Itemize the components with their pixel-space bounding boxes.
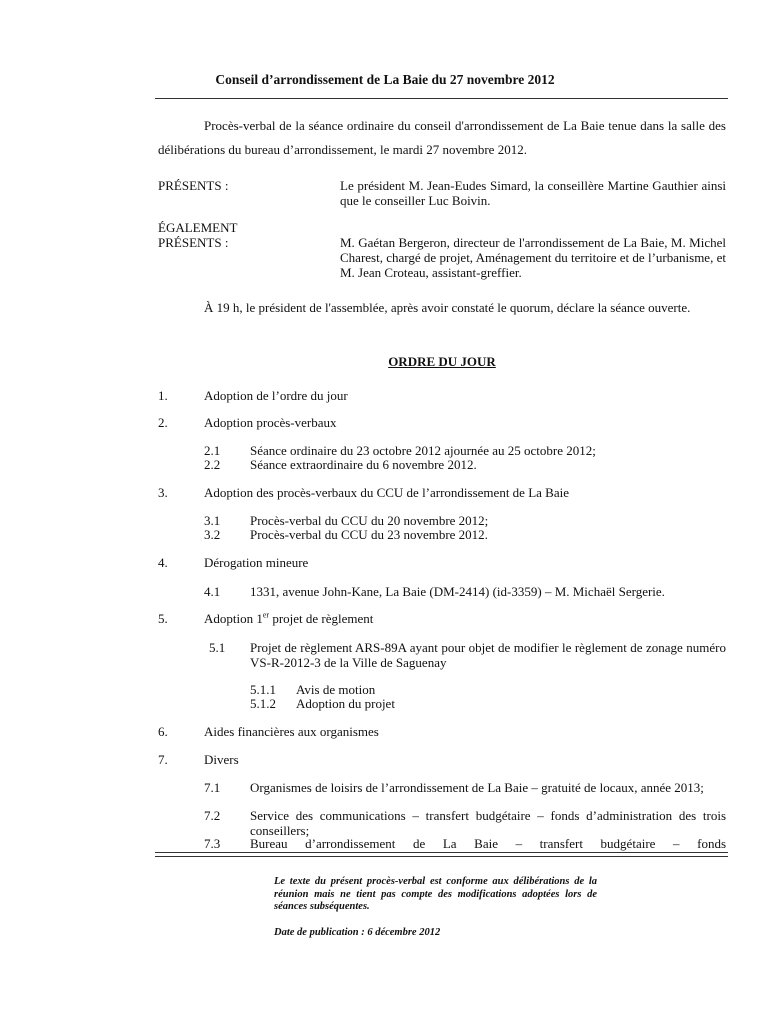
agenda-subitem-number: 7.3 [204, 836, 221, 851]
agenda-subsubitem-number: 5.1.1 [250, 682, 276, 697]
agenda-subitem-text: Procès-verbal du CCU du 20 novembre 2012; [250, 513, 489, 528]
agenda-item-text [204, 611, 373, 626]
presents-label: PRÉSENTS : [158, 178, 229, 193]
publication-date: Date de publication : 6 décembre 2012 [274, 927, 441, 938]
also-present-label-line2: PRÉSENTS : [158, 235, 229, 250]
agenda-item-text: Aides financières aux organismes [204, 724, 379, 739]
agenda-subitem-number: 4.1 [204, 584, 221, 599]
presents-value: Le président M. Jean-Eudes Simard, la conseillère Martine Gauthier ainsi que le conseiller Luc Boivin. [340, 178, 726, 208]
footer-divider [155, 852, 728, 853]
agenda-subsubitem-text: Adoption du projet [296, 696, 395, 711]
agenda-subitem-number: 2.1 [204, 443, 221, 458]
agenda-subitem-text: Bureau d’arrondissement de La Baie – transfert budgétaire – fonds [250, 836, 726, 851]
agenda-subitem-text: Service des communications – transfert budgétaire – fonds d’administration des trois conseillers; [250, 808, 726, 838]
agenda-subsubitem-number: 5.1.2 [250, 696, 276, 711]
agenda-subitem-number: 7.2 [204, 808, 221, 823]
agenda-subitem-text: Séance extraordinaire du 6 novembre 2012. [250, 457, 477, 472]
agenda-subitem-text: Séance ordinaire du 23 octobre 2012 ajournée au 25 octobre 2012; [250, 443, 596, 458]
footer-divider [155, 856, 728, 857]
agenda-subitem-number: 2.2 [204, 457, 221, 472]
agenda-item-text: Dérogation mineure [204, 555, 309, 570]
ordinal-superscript: er [262, 610, 270, 620]
agenda-item-text-part: Adoption 1 [204, 611, 263, 626]
document-title: Conseil d’arrondissement de La Baie du 27 novembre 2012 [215, 72, 555, 87]
agenda-subitem-number: 5.1 [209, 640, 226, 655]
agenda-subitem-text: Organismes de loisirs de l’arrondissement de La Baie – gratuité de locaux, année 2013; [250, 780, 704, 795]
agenda-item-number: 5. [158, 611, 168, 626]
agenda-item-text: Divers [204, 752, 239, 767]
also-present-value: M. Gaétan Bergeron, directeur de l'arrondissement de La Baie, M. Michel Charest, chargé de projet, Aménagement du territoire et de l’urbanisme, et M. Jean Croteau, assistant-greffier. [340, 235, 726, 280]
opening-paragraph: À 19 h, le président de l'assemblée, après avoir constaté le quorum, déclare la séance ouverte. [204, 300, 691, 315]
agenda-item-number: 1. [158, 388, 168, 403]
agenda-item-number: 6. [158, 724, 168, 739]
agenda-item-text-part: projet de règlement [269, 611, 374, 626]
agenda-item-number: 7. [158, 752, 168, 767]
agenda-item-number: 3. [158, 485, 168, 500]
agenda-item-text: Adoption procès-verbaux [204, 415, 337, 430]
conformity-note: Le texte du présent procès-verbal est conforme aux délibérations de la réunion mais ne tient pas compte des modifications adoptées lors de séances subséquentes. [274, 876, 597, 912]
agenda-subitem-text: Procès-verbal du CCU du 23 novembre 2012. [250, 527, 488, 542]
agenda-item-text: Adoption des procès-verbaux du CCU de l’arrondissement de La Baie [204, 485, 569, 500]
agenda-subitem-text: 1331, avenue John-Kane, La Baie (DM-2414) (id-3359) – M. Michaël Sergerie. [250, 584, 665, 599]
agenda-subitem-text: Projet de règlement ARS-89A ayant pour objet de modifier le règlement de zonage numéro VS-R-2012-3 de la Ville de Saguenay [250, 640, 726, 670]
agenda-subitem-number: 3.1 [204, 513, 221, 528]
agenda-title: ORDRE DU JOUR [388, 354, 496, 369]
agenda-subitem-number: 7.1 [204, 780, 221, 795]
agenda-item-number: 2. [158, 415, 168, 430]
agenda-item-text: Adoption de l’ordre du jour [204, 388, 348, 403]
agenda-item-number: 4. [158, 555, 168, 570]
agenda-subsubitem-text: Avis de motion [296, 682, 376, 697]
intro-paragraph: Procès-verbal de la séance ordinaire du conseil d'arrondissement de La Baie tenue dans la salle des délibérations du bureau d’arrondissement, le mardi 27 novembre 2012. [158, 118, 726, 157]
agenda-subitem-number: 3.2 [204, 527, 221, 542]
header-divider [155, 98, 728, 99]
also-present-label-line1: ÉGALEMENT [158, 220, 238, 235]
